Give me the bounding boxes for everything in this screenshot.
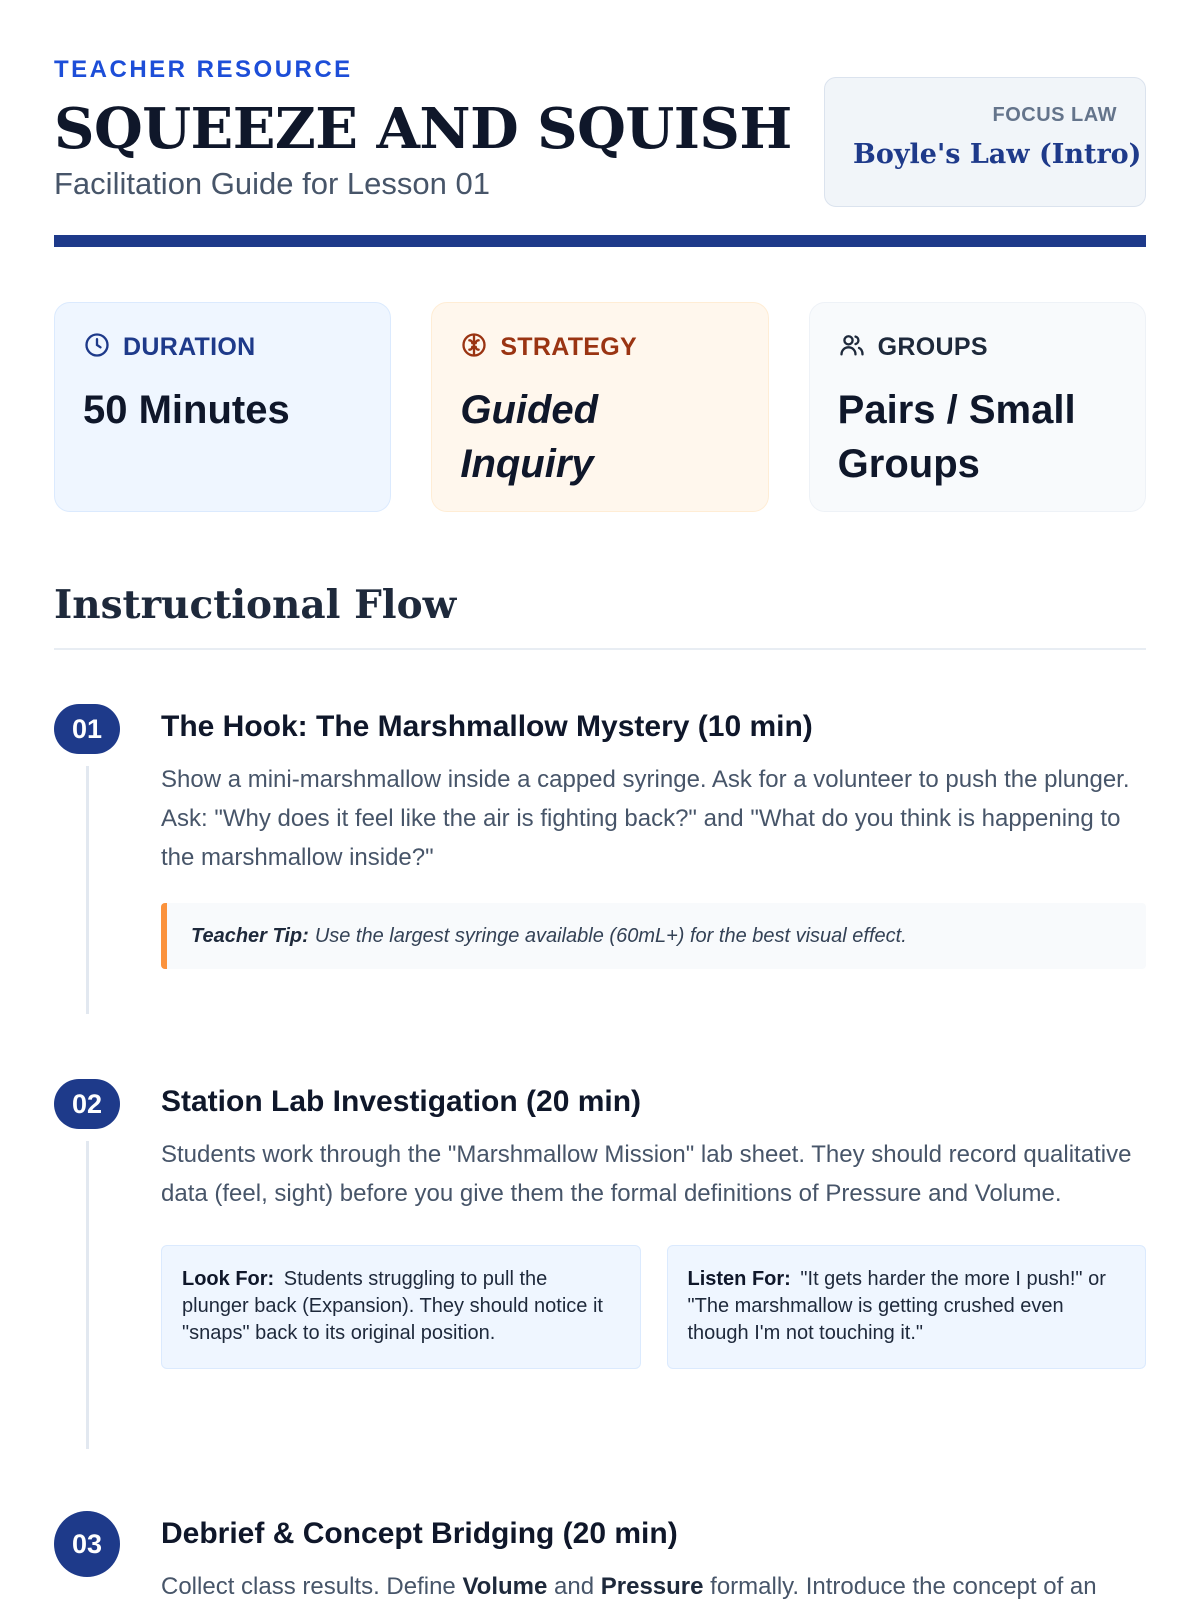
groups-card: [809, 302, 1146, 512]
step-title: Debrief & Concept Bridging (20 min): [161, 1517, 678, 1550]
step-number-badge: 03: [54, 1511, 120, 1577]
look-for-label: Look For:: [182, 1268, 275, 1290]
lesson-info-cards: [54, 302, 1146, 512]
listen-for-label: Listen For:: [687, 1268, 791, 1290]
pressure-term: Pressure: [600, 1573, 704, 1600]
section-title: Instructional Flow: [54, 582, 457, 628]
duration-value: 50 Minutes: [83, 388, 290, 432]
timeline-line: [86, 1141, 89, 1449]
step-number-badge: 01: [54, 704, 120, 754]
description-text: Collect class results. Define: [161, 1573, 463, 1600]
header-divider: [54, 235, 1146, 247]
timeline-line: [86, 766, 89, 1014]
step-03: [54, 1511, 1146, 1600]
focus-law-label: FOCUS LAW: [992, 104, 1117, 126]
page-title: SQUEEZE AND SQUISH: [54, 96, 792, 162]
groups-value: Pairs / Small Groups: [837, 388, 1076, 486]
clock-icon: [83, 331, 111, 364]
step-description: [161, 1567, 1146, 1600]
groups-label: GROUPS: [877, 332, 988, 361]
volume-term: Volume: [462, 1573, 548, 1600]
duration-label: DURATION: [123, 332, 256, 361]
description-text: and: [547, 1573, 601, 1600]
description-text: formally. Introduce the concept of an: [703, 1573, 1097, 1600]
tip-label: Teacher Tip:: [191, 924, 309, 947]
look-for-text: Students struggling to pull the plunger back (Expansion). They should notice it "snaps" back to its original position.: [182, 1268, 603, 1344]
step-description: Show a mini-marshmallow inside a capped syringe. Ask for a volunteer to push the plunger. Ask: "Why does it feel like the air is fighting back?" and "What do you think is happening to the marshmallow inside?": [161, 766, 1130, 871]
users-icon: [838, 331, 866, 364]
focus-law-value: Boyle's Law (Intro): [853, 139, 1142, 170]
page-header: [54, 0, 1146, 242]
look-for-box: [161, 1245, 641, 1369]
step-01: [54, 704, 1146, 1014]
strategy-card: [431, 302, 768, 512]
duration-card: [54, 302, 391, 512]
step-description: Students work through the "Marshmallow Mission" lab sheet. They should record qualitative data (feel, sight) before you give them the formal definitions of Pressure and Volume.: [161, 1141, 1132, 1207]
step-title: Station Lab Investigation (20 min): [161, 1085, 642, 1118]
step-02: [54, 1079, 1146, 1449]
page-subtitle: Facilitation Guide for Lesson 01: [54, 166, 490, 201]
observation-boxes: [161, 1245, 1146, 1369]
strategy-value: Guided Inquiry: [460, 388, 599, 486]
section-divider: [54, 648, 1146, 650]
listen-for-box: [667, 1245, 1147, 1369]
step-number-badge: 02: [54, 1079, 120, 1129]
eyebrow-label: TEACHER RESOURCE: [54, 56, 353, 83]
teacher-tip-callout: [161, 903, 1146, 969]
listen-for-text: "It gets harder the more I push!" or "The marshmallow is getting crushed even though I'm not touching it.": [687, 1268, 1106, 1344]
tip-text: Use the largest syringe available (60mL+) for the best visual effect.: [314, 924, 907, 947]
focus-law-card: [824, 77, 1146, 207]
step-title: The Hook: The Marshmallow Mystery (10 min): [161, 710, 813, 743]
strategy-label: STRATEGY: [500, 332, 637, 361]
brain-icon: [460, 331, 488, 364]
